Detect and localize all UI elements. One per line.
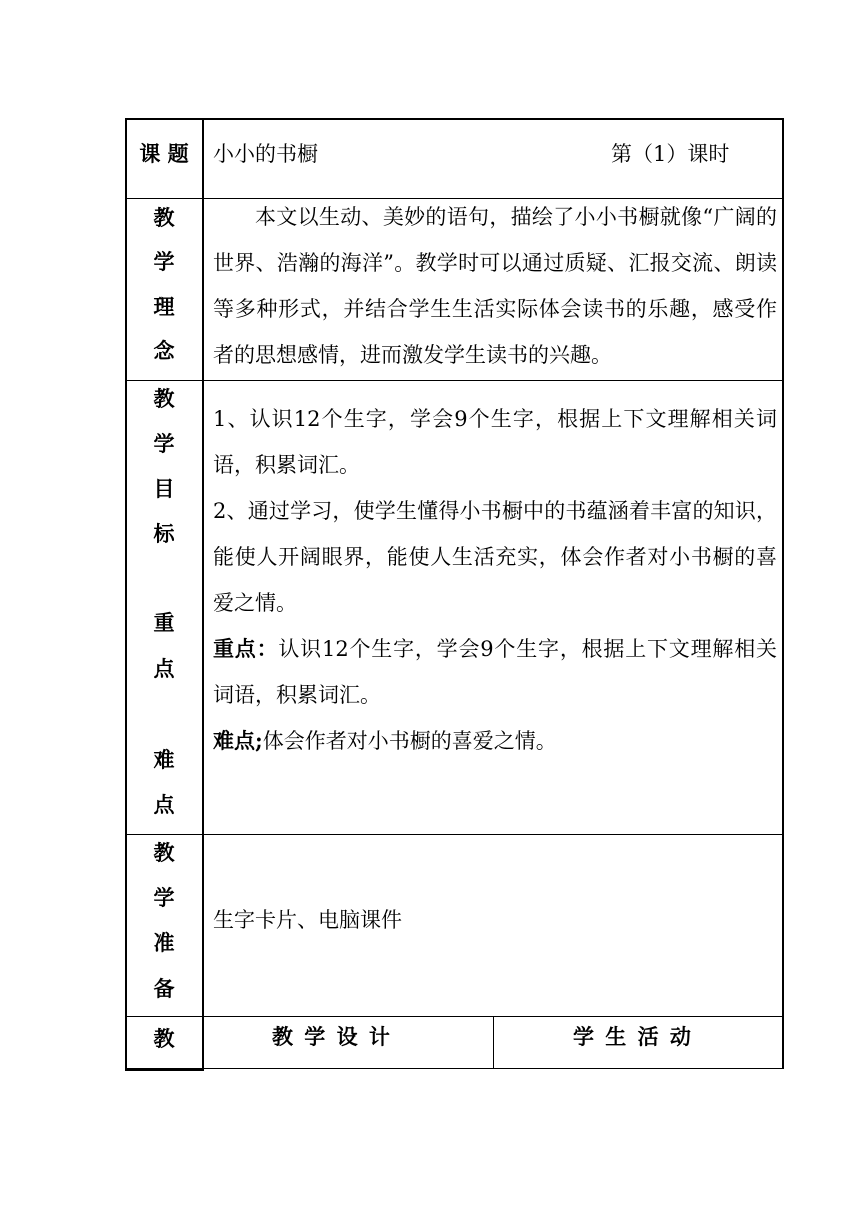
key-point-text: 认识12个生字，学会9个生字，根据上下文理解相关词语，积累词汇。 bbox=[213, 637, 777, 707]
difficult-point bbox=[213, 718, 777, 764]
philosophy-label-3: 理 bbox=[153, 294, 175, 319]
objectives-text bbox=[213, 396, 777, 764]
row-divider-3 bbox=[125, 834, 784, 835]
objectives-label-1: 教 bbox=[153, 386, 175, 411]
difficult-point-label-2: 点 bbox=[153, 792, 175, 817]
key-point bbox=[213, 626, 777, 718]
key-point-label: 重点： bbox=[213, 636, 279, 661]
objectives-label-4: 标 bbox=[153, 521, 175, 546]
footer-label: 教 bbox=[153, 1026, 175, 1051]
objectives-label-3: 目 bbox=[153, 476, 175, 501]
philosophy-label-1: 教 bbox=[153, 205, 175, 230]
table-border-right bbox=[782, 118, 784, 1069]
topic-label: 课 题 bbox=[139, 141, 189, 166]
table-border-top bbox=[125, 118, 784, 120]
philosophy-paragraph: 本文以生动、美妙的语句，描绘了小小书橱就像“广阔的世界、浩瀚的海洋”。教学时可以通过质疑、汇报交流、朗读等多种形式，并结合学生生活实际体会读书的乐趣，感受作者的思想感情，进而激发学生读书的兴趣。 bbox=[213, 205, 777, 367]
preparation-label-2: 学 bbox=[153, 885, 175, 910]
key-point-label-2: 点 bbox=[153, 656, 175, 681]
lesson-period: 第（1）课时 bbox=[611, 142, 730, 166]
table-border-bottom-left bbox=[125, 1068, 203, 1071]
philosophy-label-2: 学 bbox=[153, 249, 175, 274]
preparation-label-3: 准 bbox=[153, 930, 175, 955]
difficult-point-label-1: 难 bbox=[153, 747, 175, 772]
objective-item-2: 2、通过学习，使学生懂得小书橱中的书蕴涵着丰富的知识，能使人开阔眼界，能使人生活充实，体会作者对小书橱的喜爱之情。 bbox=[213, 499, 777, 615]
philosophy-text bbox=[213, 194, 777, 378]
objectives-label-2: 学 bbox=[153, 431, 175, 456]
preparation-text: 生字卡片、电脑课件 bbox=[213, 908, 402, 932]
difficult-point-text: 体会作者对小书橱的喜爱之情。 bbox=[262, 729, 557, 753]
row-divider-2 bbox=[125, 380, 784, 381]
lesson-title: 小小的书橱 bbox=[213, 142, 318, 166]
preparation-label-4: 备 bbox=[153, 976, 175, 1001]
key-point-label-1: 重 bbox=[153, 610, 175, 635]
design-activity-divider bbox=[493, 1016, 494, 1069]
difficult-point-label: 难点; bbox=[213, 728, 263, 753]
teaching-design-header: 教 学 设 计 bbox=[272, 1024, 392, 1049]
objective-item-1: 1、认识12个生字，学会9个生字，根据上下文理解相关词语，积累词汇。 bbox=[213, 407, 777, 477]
preparation-label-1: 教 bbox=[153, 840, 175, 865]
student-activity-header: 学 生 活 动 bbox=[573, 1024, 693, 1049]
philosophy-label-4: 念 bbox=[153, 338, 175, 363]
